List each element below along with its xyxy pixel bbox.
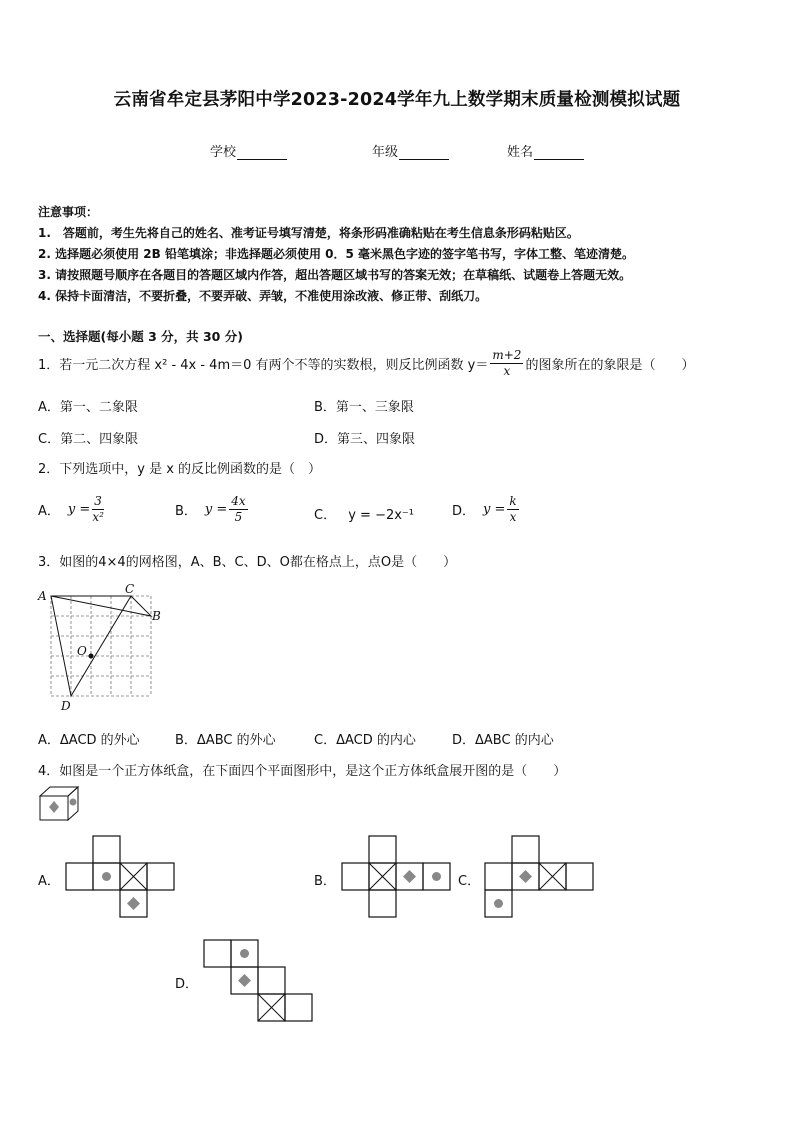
question-4-stem: 4．如图是一个正方体纸盒，在下面四个平面图形中，是这个正方体纸盒展开图的是（ ） bbox=[38, 764, 567, 779]
q4-net-a[interactable] bbox=[66, 836, 178, 920]
q2-b-label: B． bbox=[175, 504, 197, 519]
notice-item-3: 3. 请按照题号顺序在各题目的答题区域内作答，超出答题区域书写的答案无效；在草稿纸、试题卷上答题无效。 bbox=[38, 268, 632, 282]
q2-option-a[interactable] bbox=[38, 494, 106, 525]
label-b: B bbox=[152, 609, 161, 623]
q2-d-lhs: y = bbox=[483, 502, 506, 517]
dot-icon bbox=[240, 949, 249, 958]
triangle-abc bbox=[51, 596, 151, 616]
q1-frac-num: m+2 bbox=[492, 348, 522, 362]
q2-a-num: 3 bbox=[94, 494, 102, 508]
q2-c-expr: y = −2x⁻¹ bbox=[348, 508, 414, 523]
question-2-stem: 2．下列选项中，y 是 x 的反比例函数的是（ ） bbox=[38, 462, 322, 477]
q2-a-fraction bbox=[92, 494, 104, 525]
label-d: D bbox=[61, 699, 71, 713]
q1-option-a[interactable]: A．第一、二象限 bbox=[38, 400, 138, 415]
q4-net-d[interactable] bbox=[204, 940, 316, 1024]
q2-option-d[interactable] bbox=[452, 494, 521, 525]
q3-option-b[interactable]: B．ΔABC 的外心 bbox=[175, 733, 276, 748]
label-a: A bbox=[38, 589, 47, 603]
school-blank bbox=[237, 146, 287, 160]
notice-item-1: 1. 答题前，考生先将自己的姓名、准考证号填写清楚，将条形码准确粘贴在考生信息条形码粘贴区。 bbox=[38, 226, 579, 240]
point-o bbox=[89, 654, 94, 659]
q2-b-lhs: y = bbox=[204, 502, 228, 517]
dot-icon bbox=[70, 799, 77, 806]
grade-field[interactable] bbox=[372, 141, 449, 160]
dot-icon bbox=[432, 872, 441, 881]
q4-label-a[interactable]: A． bbox=[38, 874, 60, 889]
q4-net-c[interactable] bbox=[485, 836, 597, 920]
q2-b-den: 5 bbox=[234, 510, 243, 524]
label-o: O bbox=[77, 644, 87, 658]
q2-a-label: A． bbox=[38, 504, 60, 519]
q1-option-b[interactable]: B．第一、三象限 bbox=[314, 400, 414, 415]
q3-option-c[interactable]: C．ΔACD 的内心 bbox=[314, 733, 416, 748]
q1-fraction bbox=[490, 348, 523, 379]
name-blank bbox=[534, 146, 584, 160]
notice-heading: 注意事项： bbox=[38, 205, 99, 219]
q4-label-d[interactable]: D． bbox=[175, 977, 199, 992]
q4-label-c[interactable]: C． bbox=[458, 874, 481, 889]
diamond-icon bbox=[127, 897, 140, 910]
label-c: C bbox=[125, 582, 135, 596]
dot-icon bbox=[102, 872, 111, 881]
page-title: 云南省牟定县茅阳中学2023-2024学年九上数学期末质量检测模拟试题 bbox=[113, 90, 681, 110]
q2-b-fraction bbox=[229, 494, 247, 525]
q2-d-num: k bbox=[509, 494, 517, 508]
q2-d-label: D． bbox=[452, 504, 476, 519]
q2-d-den: x bbox=[509, 510, 517, 524]
q4-net-b[interactable] bbox=[342, 836, 454, 920]
q3-option-d[interactable]: D．ΔABC 的内心 bbox=[452, 733, 554, 748]
grade-blank bbox=[399, 146, 449, 160]
q1-option-d[interactable]: D．第三、四象限 bbox=[314, 432, 416, 447]
q2-option-c[interactable] bbox=[314, 504, 414, 523]
q2-a-den: x² bbox=[92, 510, 104, 524]
grade-label: 年级 bbox=[372, 145, 399, 160]
q1-stem-a: 1．若一元二次方程 x² - 4x - 4m＝0 有两个不等的实数根，则反比例函数 y＝ bbox=[38, 358, 489, 373]
q2-c-label: C． bbox=[314, 508, 337, 523]
q2-d-fraction bbox=[507, 494, 518, 525]
name-field[interactable] bbox=[507, 141, 584, 160]
q3-option-a[interactable]: A．ΔACD 的外心 bbox=[38, 733, 140, 748]
question-1-stem bbox=[38, 348, 694, 379]
school-label: 学校 bbox=[210, 145, 237, 160]
school-field[interactable] bbox=[210, 141, 287, 160]
q1-stem-b: 的图象所在的象限是（ ） bbox=[525, 358, 695, 373]
dot-icon bbox=[494, 899, 503, 908]
name-label: 姓名 bbox=[507, 145, 534, 160]
diamond-icon bbox=[403, 870, 416, 883]
q3-grid-figure bbox=[36, 584, 166, 714]
notice-item-2: 2. 选择题必须使用 2B 铅笔填涂；非选择题必须使用 0．5 毫米黑色字迹的签字笔书写，字体工整、笔迹清楚。 bbox=[38, 247, 634, 261]
q2-a-lhs: y = bbox=[67, 502, 91, 517]
q2-b-num: 4x bbox=[231, 494, 246, 508]
q4-label-b[interactable]: B． bbox=[314, 874, 336, 889]
question-3-stem: 3．如图的4×4的网格图，A、B、C、D、O都在格点上，点O是（ ） bbox=[38, 555, 457, 570]
notice-item-4: 4. 保持卡面清洁，不要折叠，不要弄破、弄皱，不准使用涂改液、修正带、刮纸刀。 bbox=[38, 289, 488, 303]
q2-option-b[interactable] bbox=[175, 494, 250, 525]
diamond-icon bbox=[519, 870, 532, 883]
diamond-icon bbox=[49, 801, 59, 813]
section-heading: 一、选择题(每小题 3 分，共 30 分) bbox=[38, 329, 243, 344]
q4-cube-figure bbox=[38, 784, 82, 824]
q1-option-c[interactable]: C．第二、四象限 bbox=[38, 432, 139, 447]
diamond-icon bbox=[238, 974, 251, 987]
q1-frac-den: x bbox=[503, 364, 511, 378]
